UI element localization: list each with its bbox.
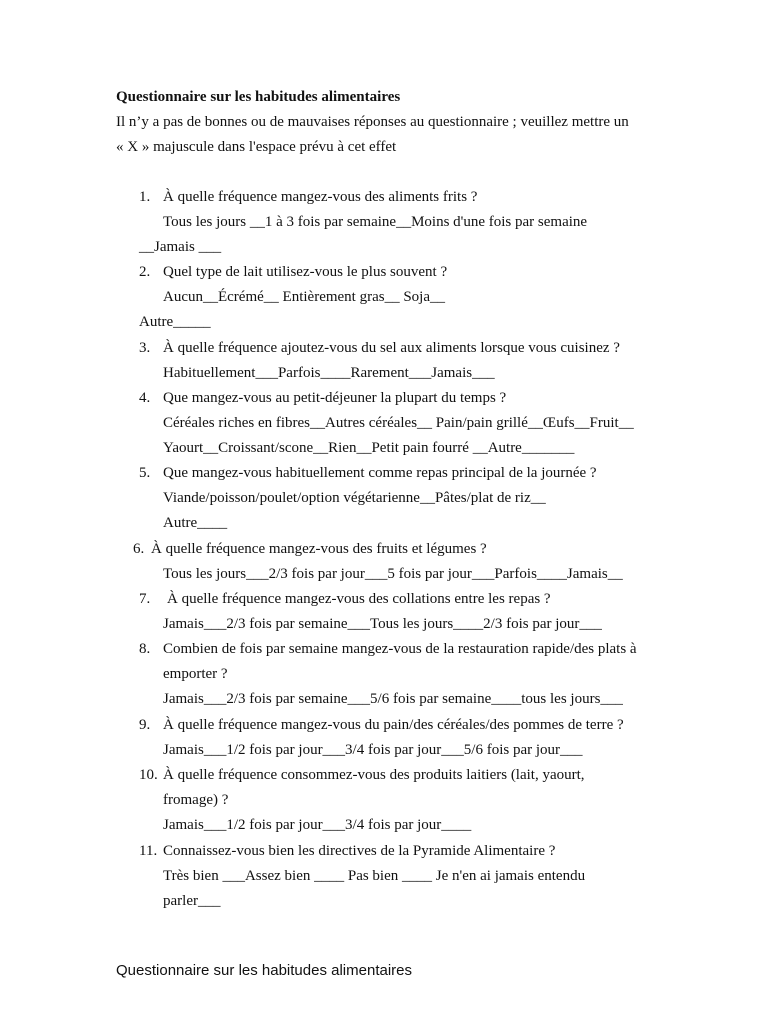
- question-text: À quelle fréquence consommez-vous des produits laitiers (lait, yaourt,: [163, 767, 585, 783]
- answer-options: Jamais___2/3 fois par semaine___Tous les jours____2/3 fois par jour___: [163, 616, 602, 632]
- question-number: 7.: [139, 591, 151, 607]
- question-number: 4.: [139, 390, 151, 406]
- question-text: Que mangez-vous habituellement comme repas principal de la journée ?: [163, 465, 597, 481]
- answer-options: Autre____: [163, 515, 228, 531]
- question-number: 3.: [139, 340, 151, 356]
- answer-options: Tous les jours___2/3 fois par jour___5 fois par jour___Parfois____Jamais__: [163, 566, 623, 582]
- answer-options: parler___: [163, 893, 221, 909]
- question-text: À quelle fréquence mangez-vous du pain/des céréales/des pommes de terre ?: [163, 717, 624, 733]
- question-text: À quelle fréquence ajoutez-vous du sel aux aliments lorsque vous cuisinez ?: [163, 340, 620, 356]
- question-text: Quel type de lait utilisez-vous le plus souvent ?: [163, 264, 448, 280]
- page-footer: Questionnaire sur les habitudes alimentaires: [116, 962, 412, 979]
- question-number: 11.: [139, 843, 158, 859]
- question-number: 1.: [139, 189, 151, 205]
- answer-options: Jamais___1/2 fois par jour___3/4 fois par jour___5/6 fois par jour___: [163, 742, 583, 758]
- answer-options: Autre_____: [139, 314, 211, 330]
- answer-options: Yaourt__Croissant/scone__Rien__Petit pain fourré __Autre_______: [163, 440, 575, 456]
- question-text: emporter ?: [163, 666, 228, 682]
- answer-options: Aucun__Écrémé__ Entièrement gras__ Soja__: [163, 289, 445, 305]
- intro-text: « X » majuscule dans l'espace prévu à cet effet: [116, 139, 397, 155]
- answer-options: Très bien ___Assez bien ____ Pas bien ____ Je n'en ai jamais entendu: [163, 868, 586, 884]
- document-title: Questionnaire sur les habitudes alimentaires: [116, 89, 401, 105]
- answer-options: Viande/poisson/poulet/option végétarienne__Pâtes/plat de riz__: [163, 490, 546, 506]
- question-text: Connaissez-vous bien les directives de la Pyramide Alimentaire ?: [163, 843, 556, 859]
- question-text: Que mangez-vous au petit-déjeuner la plupart du temps ?: [163, 390, 507, 406]
- question-text: fromage) ?: [163, 792, 229, 808]
- answer-options: __Jamais ___: [139, 239, 222, 255]
- question-number: 5.: [139, 465, 151, 481]
- question-number: 9.: [139, 717, 151, 733]
- question-number: 2.: [139, 264, 151, 280]
- answer-options: Jamais___1/2 fois par jour___3/4 fois par jour____: [163, 817, 472, 833]
- question-number: 8.: [139, 641, 151, 657]
- question-text: À quelle fréquence mangez-vous des fruits et légumes ?: [151, 541, 487, 557]
- question-number: 10.: [139, 767, 158, 783]
- question-text: À quelle fréquence mangez-vous des collations entre les repas ?: [167, 591, 551, 607]
- answer-options: Tous les jours __1 à 3 fois par semaine__Moins d'une fois par semaine: [163, 214, 588, 230]
- answer-options: Céréales riches en fibres__Autres céréales__ Pain/pain grillé__Œufs__Fruit__: [163, 415, 634, 431]
- answer-options: Habituellement___Parfois____Rarement___Jamais___: [163, 365, 495, 381]
- question-number: 6.: [133, 541, 145, 557]
- question-text: À quelle fréquence mangez-vous des aliments frits ?: [163, 189, 478, 205]
- intro-text: Il n’y a pas de bonnes ou de mauvaises réponses au questionnaire ; veuillez mettre un: [116, 114, 629, 130]
- question-text: Combien de fois par semaine mangez-vous de la restauration rapide/des plats à: [163, 641, 637, 657]
- answer-options: Jamais___2/3 fois par semaine___5/6 fois par semaine____tous les jours___: [163, 691, 623, 707]
